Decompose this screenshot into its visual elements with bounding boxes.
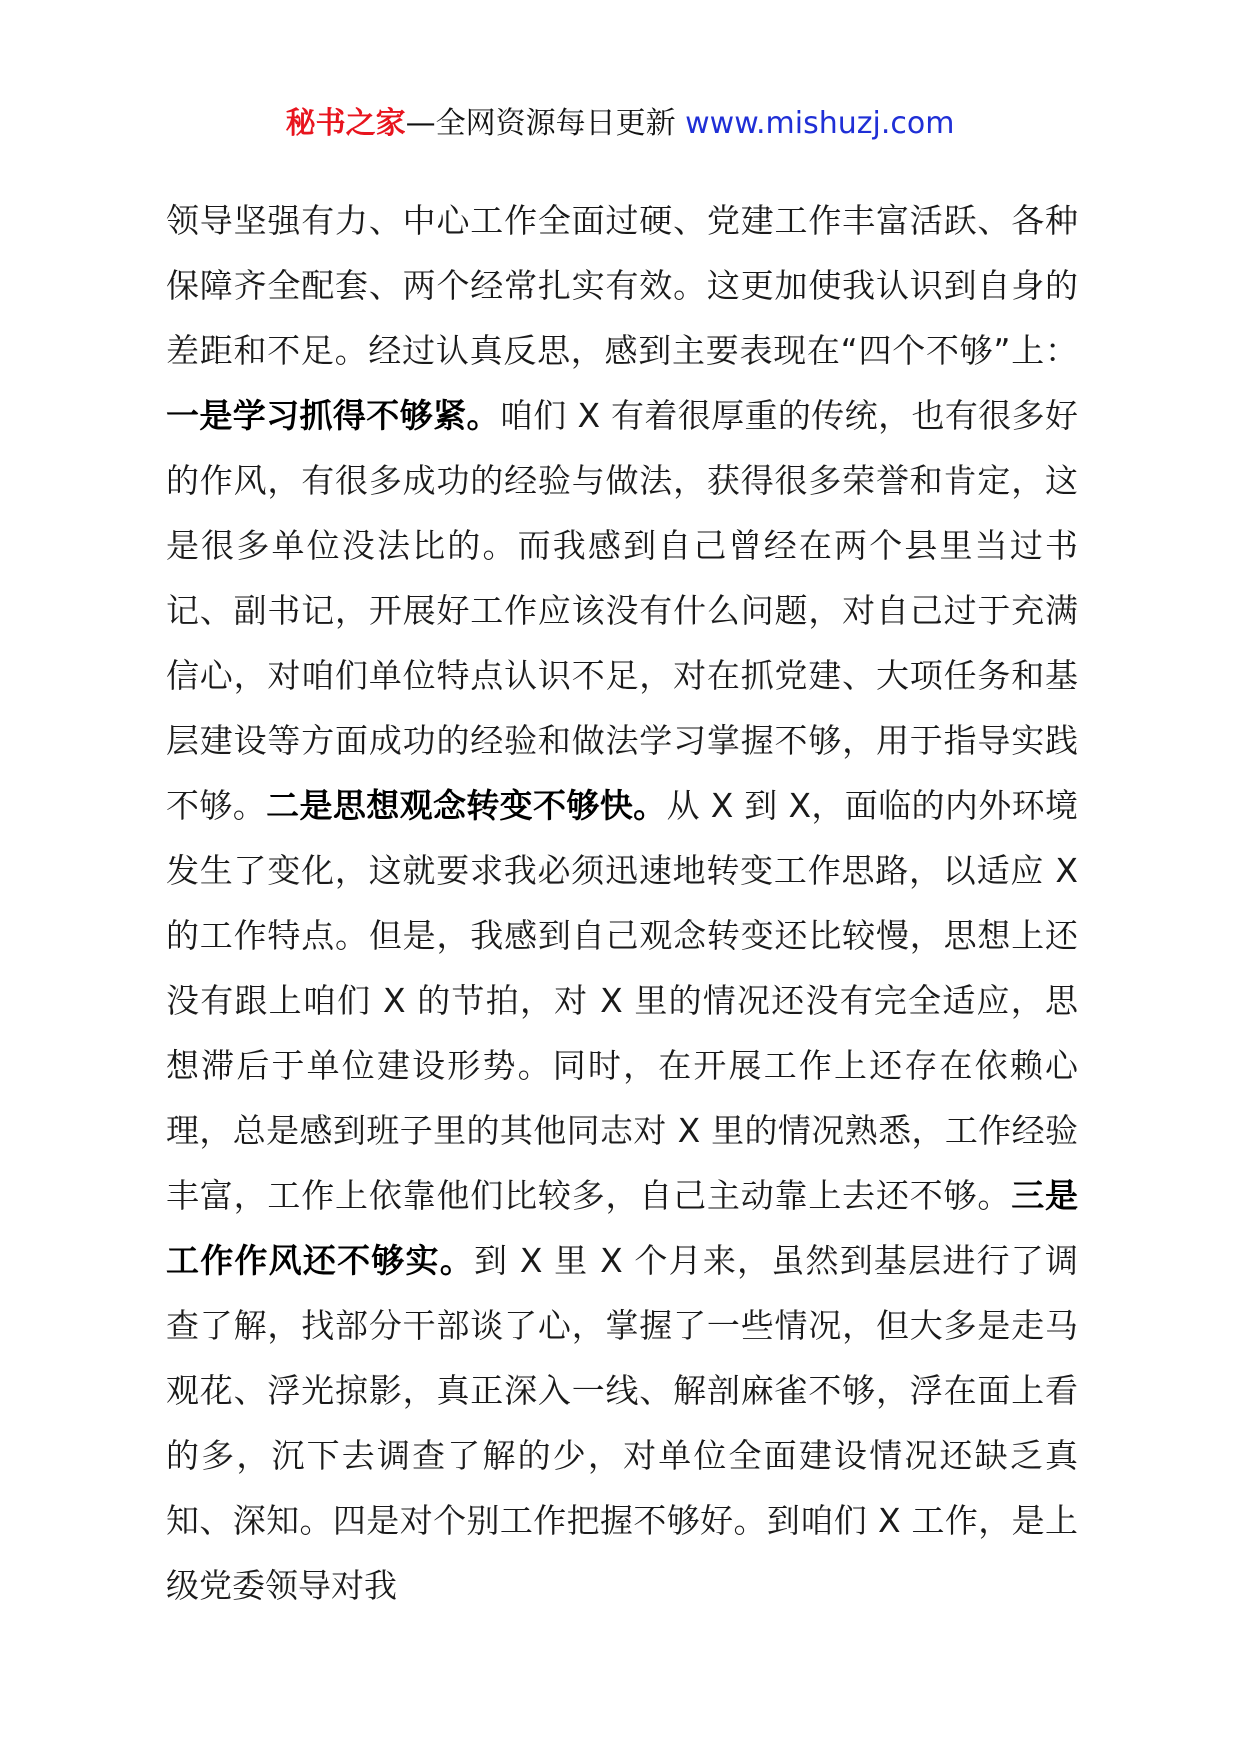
text-segment: 咱们 X 有着很厚重的传统，也有很多好的作风，有很多成功的经验与做法，获得很多荣誉和肯定，这是很多单位没法比的。而我感到自己曾经在两个县里当过书记、副书记，开展好工作应该没有什么问题，对自己过于充满信心，对咱们单位特点认识不足，对在抓党建、大项任务和基层建设等方面成功的经验和做法学习掌握不够，用于指导实践不够。 bbox=[166, 396, 1078, 825]
header-url-link[interactable]: www.mishuzj.com bbox=[685, 106, 955, 141]
header-brand: 秘书之家 bbox=[285, 106, 406, 141]
text-segment: 从 X 到 X，面临的内外环境发生了变化，这就要求我必须迅速地转变工作思路，以适应 X 的工作特点。但是，我感到自己观念转变还比较慢，思想上还没有跟上咱们 X 的节拍，对 X 里的情况还没有完全适应，思想滞后于单位建设形势。同时，在开展工作上还存在依赖心理，总是感到班子里的其他同志对 X 里的情况熟悉，工作经验丰富，工作上依靠他们比较多，自己主动靠上去还不够。 bbox=[166, 786, 1079, 1215]
bold-heading-1: 一是学习抓得不够紧。 bbox=[166, 396, 500, 435]
body-paragraph bbox=[166, 188, 1078, 1618]
bold-heading-2: 二是思想观念转变不够快。 bbox=[266, 786, 667, 825]
header-slogan: —全网资源每日更新 bbox=[405, 106, 676, 141]
page-header bbox=[0, 100, 1240, 148]
bold-heading-3: 三是工作作风还不够实。 bbox=[166, 1176, 1079, 1280]
text-segment: 领导坚强有力、中心工作全面过硬、党建工作丰富活跃、各种保障齐全配套、两个经常扎实有效。这更加使我认识到自身的差距和不足。经过认真反思，感到主要表现在“四个不够”上： bbox=[166, 201, 1078, 370]
text-segment: 到 X 里 X 个月来，虽然到基层进行了调查了解，找部分干部谈了心，掌握了一些情况，但大多是走马观花、浮光掠影，真正深入一线、解剖麻雀不够，浮在面上看的多，沉下去调查了解的少，对单位全面建设情况还缺乏真知、深知。四是对个别工作把握不够好。到咱们 X 工作，是上级党委领导对我 bbox=[166, 1241, 1078, 1605]
